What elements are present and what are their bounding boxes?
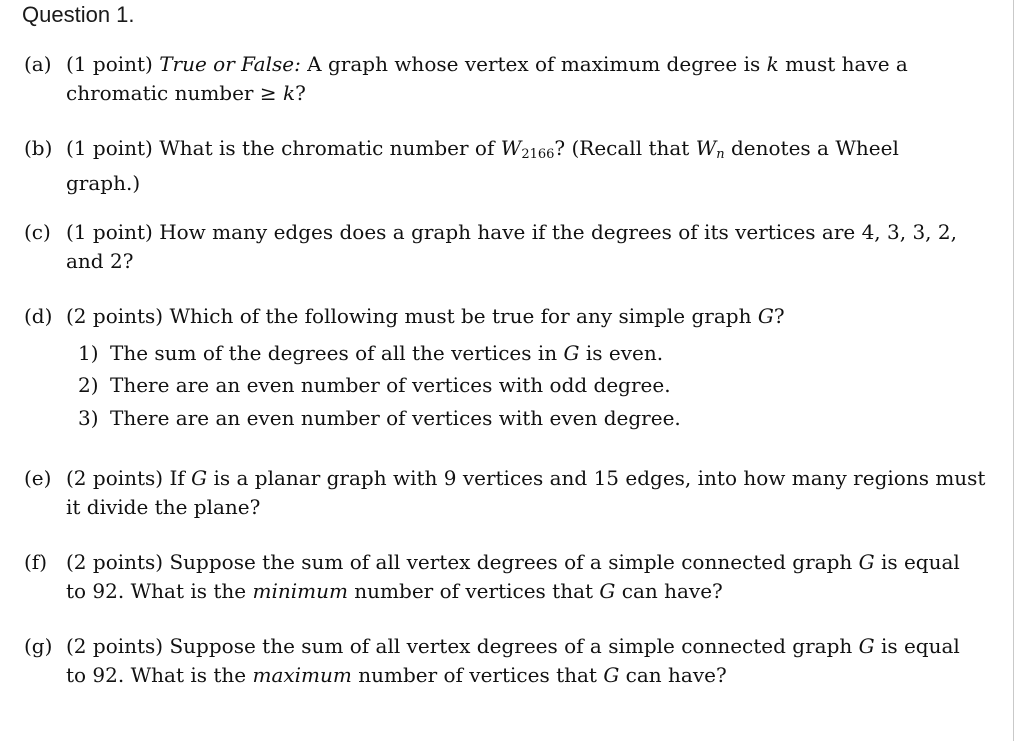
- part-b-text: graph.): [66, 171, 141, 195]
- option-number: 2): [78, 373, 99, 397]
- option-text: The sum of the degrees of all the vertices in: [110, 341, 564, 365]
- part-a-text: must have a: [778, 52, 908, 76]
- option-3: [78, 404, 681, 433]
- part-g-var: G: [603, 663, 620, 687]
- part-e-text: is a planar graph with 9 vertices and 15 edges, into how many regions must: [207, 466, 986, 490]
- part-b-text: denotes a Wheel: [724, 136, 899, 160]
- part-d-label: (d): [24, 304, 53, 328]
- part-b: [24, 134, 974, 198]
- part-f: [24, 548, 974, 606]
- part-a: [24, 50, 974, 108]
- part-b-label: (b): [24, 136, 53, 160]
- part-b-subscript: n: [716, 147, 725, 162]
- part-g: [24, 632, 974, 690]
- part-g-emphasis: maximum: [252, 663, 352, 687]
- part-d-text: ?: [773, 304, 785, 328]
- part-g-text: is equal: [874, 634, 960, 658]
- part-g-text: can have?: [619, 663, 727, 687]
- option-text: is even.: [579, 341, 664, 365]
- part-e-text: it divide the plane?: [66, 495, 261, 519]
- part-b-text: ? (Recall that: [554, 136, 696, 160]
- part-d: [24, 302, 974, 331]
- part-c-label: (c): [24, 220, 51, 244]
- part-e-text: (2 points) If: [66, 466, 192, 490]
- part-f-text: (2 points) Suppose the sum of all vertex degrees of a simple connected graph: [66, 550, 859, 574]
- question-heading: Question 1.: [22, 2, 135, 27]
- part-a-text: A graph whose vertex of maximum degree is: [300, 52, 767, 76]
- part-b-var: W: [500, 136, 522, 160]
- part-b-var: W: [695, 136, 717, 160]
- part-a-text: (1 point): [66, 52, 160, 76]
- part-c-text: and 2?: [66, 249, 134, 273]
- option-text: There are an even number of vertices with even degree.: [110, 406, 681, 430]
- part-f-label: (f): [24, 550, 48, 574]
- part-a-label: (a): [24, 52, 52, 76]
- part-g-text: (2 points) Suppose the sum of all vertex degrees of a simple connected graph: [66, 634, 859, 658]
- part-g-text: to 92. What is the: [66, 663, 253, 687]
- option-number: 3): [78, 406, 99, 430]
- part-e-var: G: [191, 466, 208, 490]
- option-number: 1): [78, 341, 99, 365]
- part-g-text: number of vertices that: [351, 663, 604, 687]
- part-e-label: (e): [24, 466, 52, 490]
- part-f-text: number of vertices that: [347, 579, 600, 603]
- part-a-var: k: [766, 52, 779, 76]
- part-f-var: G: [858, 550, 875, 574]
- part-b-text: (1 point) What is the chromatic number of: [66, 136, 501, 160]
- part-f-text: can have?: [615, 579, 723, 603]
- part-d-var: G: [757, 304, 774, 328]
- part-f-text: is equal: [874, 550, 960, 574]
- part-a-var: k: [282, 81, 296, 105]
- part-d-text: (2 points) Which of the following must be true for any simple graph: [66, 304, 758, 328]
- part-b-subscript: 2166: [521, 147, 555, 162]
- option-1: [78, 339, 663, 368]
- part-f-var: G: [599, 579, 616, 603]
- part-c-text: (1 point) How many edges does a graph have if the degrees of its vertices are 4, 3, 3, 2,: [66, 220, 957, 244]
- option-text: There are an even number of vertices with odd degree.: [110, 373, 671, 397]
- part-a-text: ?: [295, 81, 306, 105]
- part-a-true-false: True or False:: [159, 52, 301, 76]
- part-a-text: chromatic number ≥: [66, 81, 283, 105]
- part-c: [24, 218, 974, 276]
- part-g-label: (g): [24, 634, 53, 658]
- part-g-var: G: [858, 634, 875, 658]
- option-2: [78, 371, 671, 400]
- part-f-emphasis: minimum: [252, 579, 348, 603]
- option-var: G: [563, 341, 580, 365]
- part-f-text: to 92. What is the: [66, 579, 253, 603]
- part-e: [24, 464, 986, 522]
